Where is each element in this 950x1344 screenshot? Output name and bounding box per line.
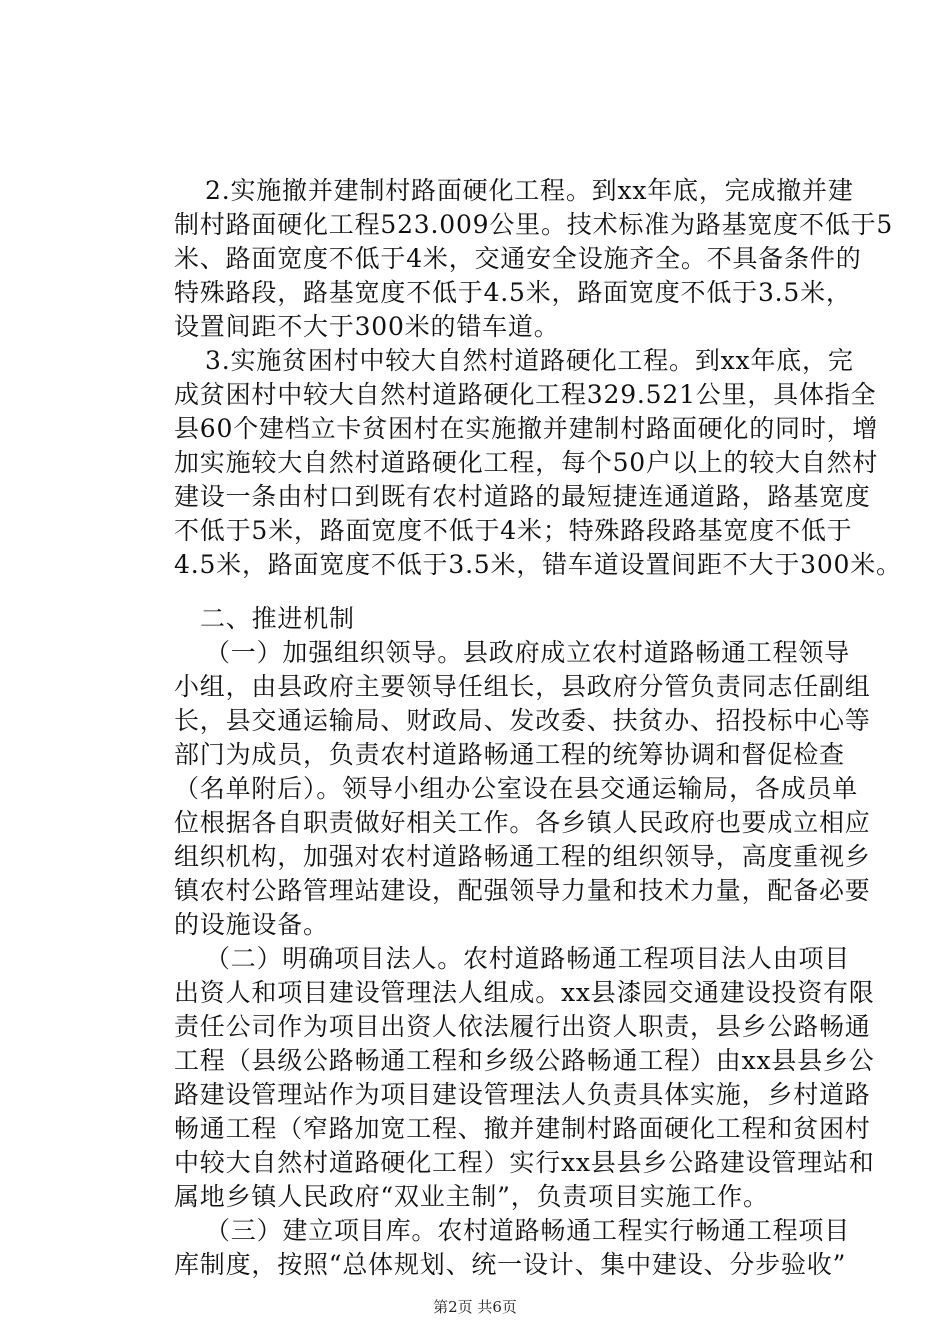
text-line: 的设施设备。 [174, 910, 329, 939]
text-line: 3.实施贫困村中较大自然村道路硬化工程。到xx年底，完 [205, 346, 854, 375]
text-line: 库制度，按照“总体规划、统一设计、集中建设、分步验收” [174, 1250, 847, 1279]
text-line: 路建设管理站作为项目建设管理法人负责具体实施，乡村道路 [174, 1080, 871, 1109]
text-line: 责任公司作为项目出资人依法履行出资人职责，县乡公路畅通 [174, 1012, 871, 1041]
text-line: 部门为成员，负责农村道路畅通工程的统筹协调和督促检查 [174, 740, 845, 769]
text-line: 建设一条由村口到既有农村道路的最短捷连通道路，路基宽度 [174, 482, 871, 511]
text-line: （名单附后）。领导小组办公室设在县交通运输局，各成员单 [174, 774, 859, 803]
text-line: 4.5米，路面宽度不低于3.5米，错车道设置间距不大于300米。 [174, 550, 902, 579]
text-line: 中较大自然村道路硬化工程）实行xx县县乡公路建设管理站和 [174, 1148, 875, 1177]
text-line: （一）加强组织领导。县政府成立农村道路畅通工程领导 [205, 638, 851, 667]
text-line: （二）明确项目法人。农村道路畅通工程项目法人由项目 [205, 944, 851, 973]
text-line: 位根据各自职责做好相关工作。各乡镇人民政府也要成立相应 [174, 808, 871, 837]
text-line: 长，县交通运输局、财政局、发改委、扶贫办、招投标中心等 [174, 706, 871, 735]
text-line: 工程（县级公路畅通工程和乡级公路畅通工程）由xx县县乡公 [174, 1046, 875, 1075]
text-line: （三）建立项目库。农村道路畅通工程实行畅通工程项目 [205, 1216, 851, 1245]
text-line: 成贫困村中较大自然村道路硬化工程329.521公里，具体指全 [174, 380, 877, 409]
section-heading: 二、推进机制 [200, 604, 355, 633]
text-line: 米、路面宽度不低于4米，交通安全设施齐全。不具备条件的 [174, 244, 862, 273]
text-line: 制村路面硬化工程523.009公里。技术标准为路基宽度不低于5 [174, 210, 894, 239]
text-line: 小组，由县政府主要领导任组长，县政府分管负责同志任副组 [174, 672, 871, 701]
text-line: 镇农村公路管理站建设，配强领导力量和技术力量，配备必要 [174, 876, 871, 905]
text-line: 畅通工程（窄路加宽工程、撤并建制村路面硬化工程和贫困村 [174, 1114, 871, 1143]
text-line: 不低于5米，路面宽度不低于4米；特殊路段路基宽度不低于 [174, 516, 853, 545]
text-line: 设置间距不大于300米的错车道。 [174, 312, 560, 341]
text-line: 出资人和项目建设管理法人组成。xx县漆园交通建设投资有限 [174, 978, 875, 1007]
text-line: 组织机构，加强对农村道路畅通工程的组织领导，高度重视乡 [174, 842, 871, 871]
page-footer: 第2页 共6页 [433, 1298, 517, 1316]
text-line: 特殊路段，路基宽度不低于4.5米，路面宽度不低于3.5米， [174, 278, 852, 307]
text-line: 加实施较大自然村道路硬化工程，每个50户以上的较大自然村 [174, 448, 879, 477]
text-line: 属地乡镇人民政府“双业主制”，负责项目实施工作。 [174, 1182, 769, 1211]
text-line: 县60个建档立卡贫困村在实施撤并建制村路面硬化的同时，增 [174, 414, 879, 443]
text-line: 2.实施撤并建制村路面硬化工程。到xx年底，完成撤并建 [205, 176, 854, 205]
